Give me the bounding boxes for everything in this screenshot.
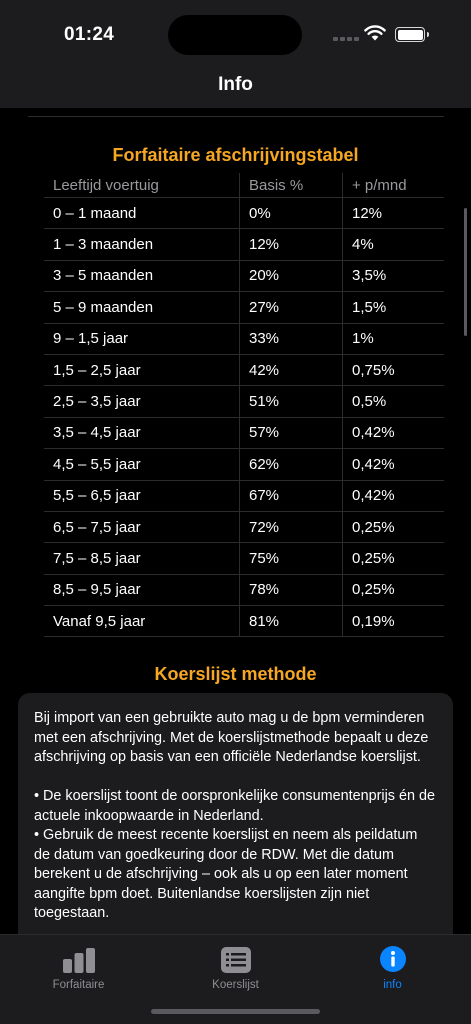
cell-monthly: 0,25% <box>352 549 395 567</box>
info-icon <box>379 945 407 973</box>
table-row <box>44 229 444 260</box>
status-bar <box>0 0 471 68</box>
cell-basis: 57% <box>240 418 343 448</box>
koerslijst-info-card <box>18 693 453 934</box>
scrollbar[interactable] <box>464 208 467 336</box>
column-header-age: Leeftijd voertuig <box>44 173 240 197</box>
koerslijst-paragraph: Bij import van een gebruikte auto mag u de bpm verminderen met een afschrijving. Met de koerslijstmethode bepaalt u deze afschrijving op basis van een officiële Nederlandse koerslijst. <box>34 710 429 765</box>
cell-monthly: 3,5% <box>352 267 387 285</box>
cell-age: 9 – 1,5 jaar <box>44 324 240 354</box>
cell-age: 0 – 1 maand <box>44 198 240 228</box>
cell-age: 8,5 – 9,5 jaar <box>44 575 240 605</box>
cell-monthly: 0,42% <box>352 455 395 473</box>
table-row <box>44 449 444 480</box>
dynamic-island <box>168 15 302 55</box>
cell-basis: 42% <box>240 355 343 385</box>
cell-basis: 0% <box>240 198 343 228</box>
forfaitair-table-title: Forfaitaire afschrijvingstabel <box>112 145 359 165</box>
table-row <box>44 324 444 355</box>
column-header-basis: Basis % <box>240 173 343 197</box>
cell-monthly: 0,25% <box>352 581 395 599</box>
tab-label: Koerslijst <box>212 979 259 991</box>
cell-age: 4,5 – 5,5 jaar <box>44 449 240 479</box>
cell-age: 3,5 – 4,5 jaar <box>44 418 240 448</box>
tab-koerslijst[interactable] <box>157 943 314 991</box>
cell-basis: 67% <box>240 481 343 511</box>
table-row <box>44 292 444 323</box>
table-row <box>44 418 444 449</box>
cell-monthly: 12% <box>352 204 383 222</box>
cell-monthly: 0,42% <box>352 487 395 505</box>
divider <box>28 116 444 117</box>
battery-icon <box>395 27 425 42</box>
cell-age: 6,5 – 7,5 jaar <box>44 512 240 542</box>
cell-basis: 12% <box>240 229 343 259</box>
cell-monthly: 0,75% <box>352 361 395 379</box>
navigation-bar <box>0 68 471 108</box>
cell-monthly: 4% <box>352 236 374 254</box>
koerslijst-bullets: • De koerslijst toont de oorspronkelijke consumentenprijs én de actuele inkoopwaarde in Nederland. • Gebruik de meest recente koerslijst en neem als peildatum de datum van goedkeuring door de RDW. Met die datum berekent u de afschrijving – ook als u op een later moment aangifte bpm doet. Buitenlandse koerslijsten zijn niet toegestaan. <box>34 788 435 921</box>
table-row <box>44 355 444 386</box>
page-title: Info <box>218 74 253 95</box>
cell-basis: 78% <box>240 575 343 605</box>
table-row <box>44 386 444 417</box>
tab-info[interactable] <box>314 943 471 991</box>
cell-basis: 51% <box>240 386 343 416</box>
cell-basis: 20% <box>240 261 343 291</box>
cell-basis: 81% <box>240 606 343 636</box>
tab-label: info <box>383 979 402 991</box>
tab-label: Forfaitaire <box>52 979 105 991</box>
cell-monthly: 0,19% <box>352 612 395 630</box>
depreciation-table <box>44 173 444 637</box>
wifi-icon <box>364 24 386 41</box>
cell-monthly: 0,25% <box>352 518 395 536</box>
bar-chart-icon <box>62 947 96 973</box>
cell-basis: 27% <box>240 292 343 322</box>
home-indicator[interactable] <box>151 1009 320 1014</box>
table-row <box>44 261 444 292</box>
table-row <box>44 543 444 574</box>
table-row <box>44 512 444 543</box>
cell-monthly: 1% <box>352 330 374 348</box>
cell-monthly: 1,5% <box>352 298 387 316</box>
cell-age: 5,5 – 6,5 jaar <box>44 481 240 511</box>
cell-monthly: 0,42% <box>352 424 395 442</box>
cell-age: 2,5 – 3,5 jaar <box>44 386 240 416</box>
cell-basis: 62% <box>240 449 343 479</box>
koerslijst-section-title: Koerslijst methode <box>154 664 317 684</box>
cell-monthly: 0,5% <box>352 393 387 411</box>
cell-age: 5 – 9 maanden <box>44 292 240 322</box>
cell-age: 7,5 – 8,5 jaar <box>44 543 240 573</box>
table-row <box>44 575 444 606</box>
table-header <box>44 173 444 198</box>
cellular-signal-icon <box>333 37 359 41</box>
cell-basis: 33% <box>240 324 343 354</box>
tab-forfaitaire[interactable] <box>0 943 157 991</box>
cell-age: 1 – 3 maanden <box>44 229 240 259</box>
cell-age: 3 – 5 maanden <box>44 261 240 291</box>
status-time: 01:24 <box>64 24 115 45</box>
cell-basis: 75% <box>240 543 343 573</box>
cell-basis: 72% <box>240 512 343 542</box>
cell-age: 1,5 – 2,5 jaar <box>44 355 240 385</box>
scroll-content[interactable] <box>0 108 471 934</box>
list-icon <box>221 947 251 973</box>
cell-age: Vanaf 9,5 jaar <box>44 606 240 636</box>
table-row <box>44 606 444 637</box>
table-row <box>44 198 444 229</box>
table-row <box>44 481 444 512</box>
column-header-monthly: + p/mnd <box>352 176 407 194</box>
